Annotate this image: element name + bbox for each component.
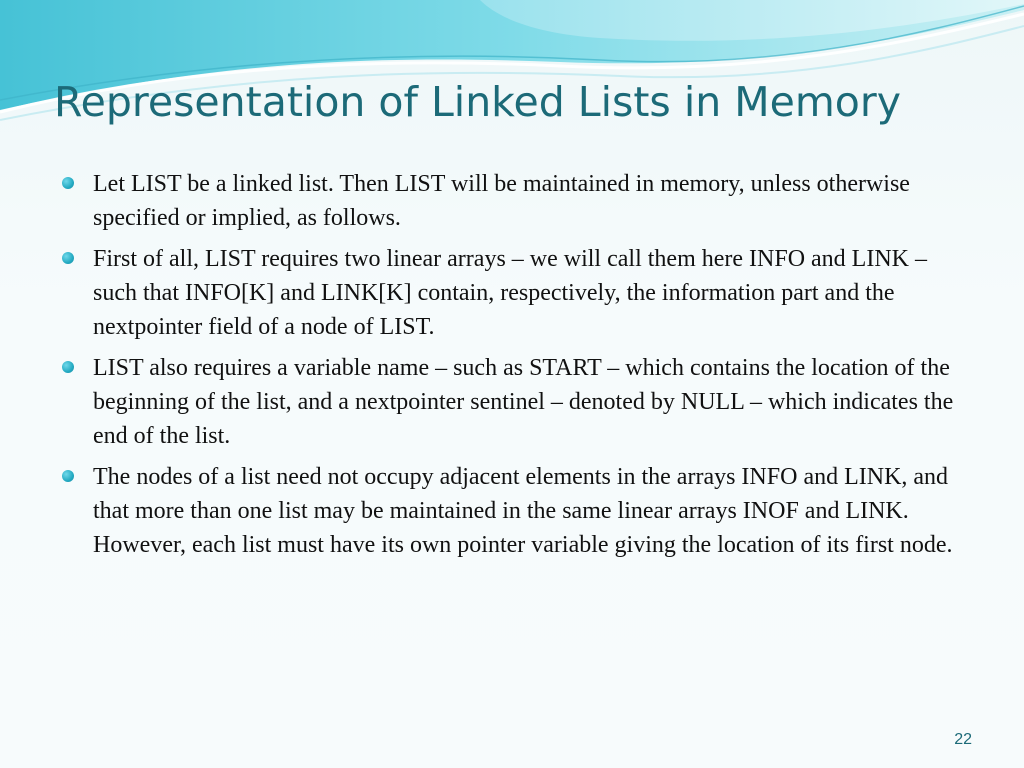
bullet-item [62,351,967,453]
bullet-text: Let LIST be a linked list. Then LIST will be maintained in memory, unless otherwise specified or implied, as follows. [93,171,910,231]
bullet-dot-icon [62,177,74,189]
bullet-dot-icon [62,470,74,482]
bullet-item [62,242,967,344]
bullet-item [62,460,967,562]
bullet-dot-icon [62,252,74,264]
slide-title: Representation of Linked Lists in Memory [54,78,901,126]
bullet-text: LIST also requires a variable name – such as START – which contains the location of the beginning of the list, and a nextpointer sentinel – denoted by NULL – which indicates the end of the list. [93,355,954,449]
page-number: 22 [954,731,972,748]
bullet-text: The nodes of a list need not occupy adjacent elements in the arrays INFO and LINK, and that more than one list may be maintained in the same linear arrays INOF and LINK. However, each list must have its own pointer variable giving the location of its first node. [93,464,953,558]
bullet-text: First of all, LIST requires two linear arrays – we will call them here INFO and LINK – such that INFO[K] and LINK[K] contain, respectively, the information part and the nextpointer field of a node of LIST. [93,246,927,340]
bullet-list [62,167,967,569]
bullet-item [62,167,967,235]
bullet-dot-icon [62,361,74,373]
